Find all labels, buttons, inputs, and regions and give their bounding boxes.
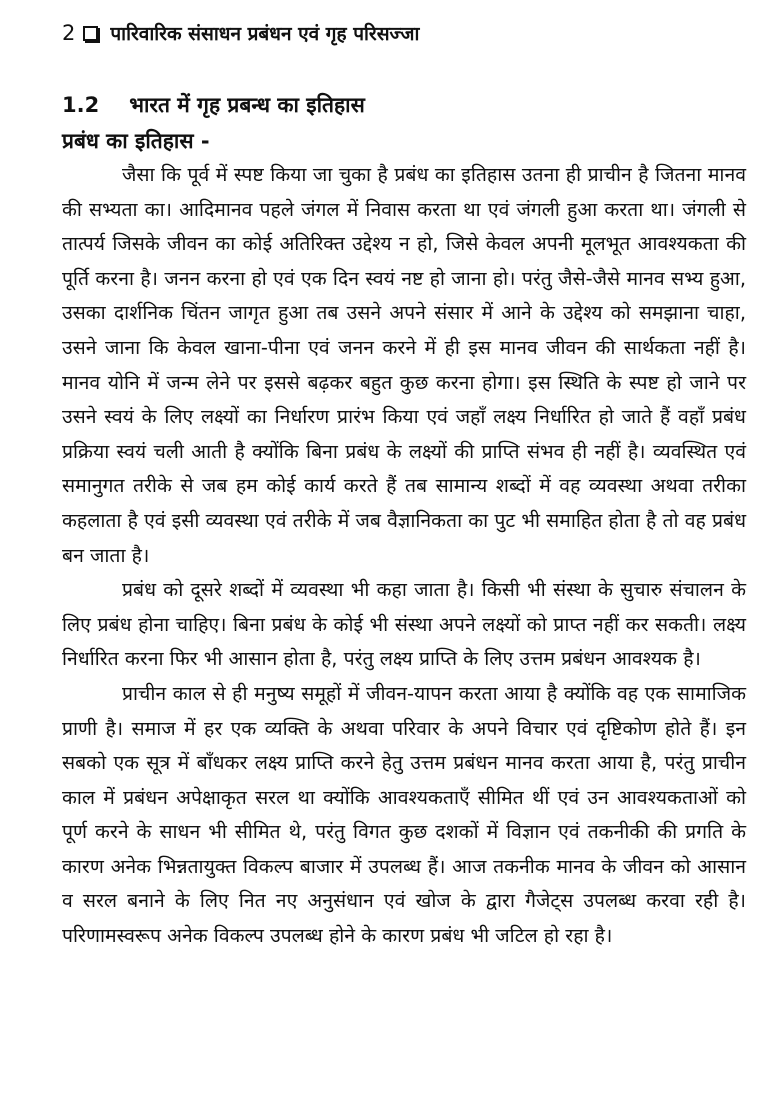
subheading: प्रबंध का इतिहास -	[62, 129, 210, 153]
square-box-icon	[83, 26, 98, 41]
section-title: भारत में गृह प्रबन्ध का इतिहास	[129, 93, 365, 117]
paragraph: जैसा कि पूर्व में स्पष्ट किया जा चुका है प्रबंध का इतिहास उतना ही प्राचीन है जितना मानव की सभ्यता का। आदिमानव पहले जंगल में निवास करता था एवं जंगली हुआ करता था। जंगली से तात्पर्य जिसके जीवन का कोई अतिरिक्त उद्देश्य न हो, जिसे केवल अपनी मूलभूत आवश्यकता की पूर्ति करना है। जनन करना हो एवं एक दिन स्वयं नष्ट हो जाना हो। परंतु जैसे-जैसे मानव सभ्य हुआ, उसका दार्शनिक चिंतन जागृत हुआ तब उसने अपने संसार में आने के उद्देश्य को समझाना चाहा, उसने जाना कि केवल खाना-पीना एवं जनन करने में ही इस मानव जीवन की सार्थकता नहीं है। मानव योनि में जन्म लेने पर इससे बढ़कर बहुत कुछ करना होगा। इस स्थिति के स्पष्ट हो जाने पर उसने स्वयं के लिए लक्ष्यों का निर्धारण प्रारंभ किया एवं जहाँ लक्ष्य निर्धारित हो जाते हैं वहाँ प्रबंध प्रक्रिया स्वयं चली आती है क्योंकि बिना प्रबंध के लक्ष्यों की प्राप्ति संभव ही नहीं है। व्यवस्थित एवं समानुगत तरीके से जब हम कोई कार्य करते हैं तब सामान्य शब्दों में वह व्यवस्था अथवा तरीका कहलाता है एवं इसी व्यवस्था एवं तरीके में जब वैज्ञानिकता का पुट भी समाहित होता है तो वह प्रबंध बन जाता है।	[62, 163, 746, 567]
section-number: 1.2	[62, 93, 100, 117]
section-heading	[62, 88, 746, 122]
paragraph: प्रबंध को दूसरे शब्दों में व्यवस्था भी कहा जाता है। किसी भी संस्था के सुचारु संचालन के लिए प्रबंध होना चाहिए। बिना प्रबंध के कोई भी संस्था अपने लक्ष्यों को प्राप्त नहीं कर सकती। लक्ष्य निर्धारित करना फिर भी आसान होता है, परंतु लक्ष्य प्राप्ति के लिए उत्तम प्रबंधन आवश्यक है।	[62, 578, 746, 671]
running-title: पारिवारिक संसाधन प्रबंधन एवं गृह परिसज्जा	[110, 23, 420, 45]
paragraph: प्राचीन काल से ही मनुष्य समूहों में जीवन-यापन करता आया है क्योंकि वह एक सामाजिक प्राणी है। समाज में हर एक व्यक्ति के अथवा परिवार के अपने विचार एवं दृष्टिकोण होते हैं। इन सबको एक सूत्र में बाँधकर लक्ष्य प्राप्ति करने हेतु उत्तम प्रबंधन मानव करता आया है, परंतु प्राचीन काल में प्रबंधन अपेक्षाकृत सरल था क्योंकि आवश्यकताएँ सीमित थीं एवं उन आवश्यकताओं को पूर्ण करने के साधन भी सीमित थे, परंतु विगत कुछ दशकों में विज्ञान एवं तकनीकी की प्रगति के कारण अनेक भिन्नतायुक्त विकल्प बाजार में उपलब्ध हैं। आज तकनीक मानव के जीवन को आसान व सरल बनाने के लिए नित नए अनुसंधान एवं खोज के द्वारा गैजेट्स उपलब्ध करवा रही है। परिणामस्वरूप अनेक विकल्प उपलब्ध होने के कारण प्रबंध भी जटिल हो रहा है।	[62, 681, 746, 948]
page-number: 2	[62, 21, 76, 45]
running-header	[62, 16, 746, 50]
